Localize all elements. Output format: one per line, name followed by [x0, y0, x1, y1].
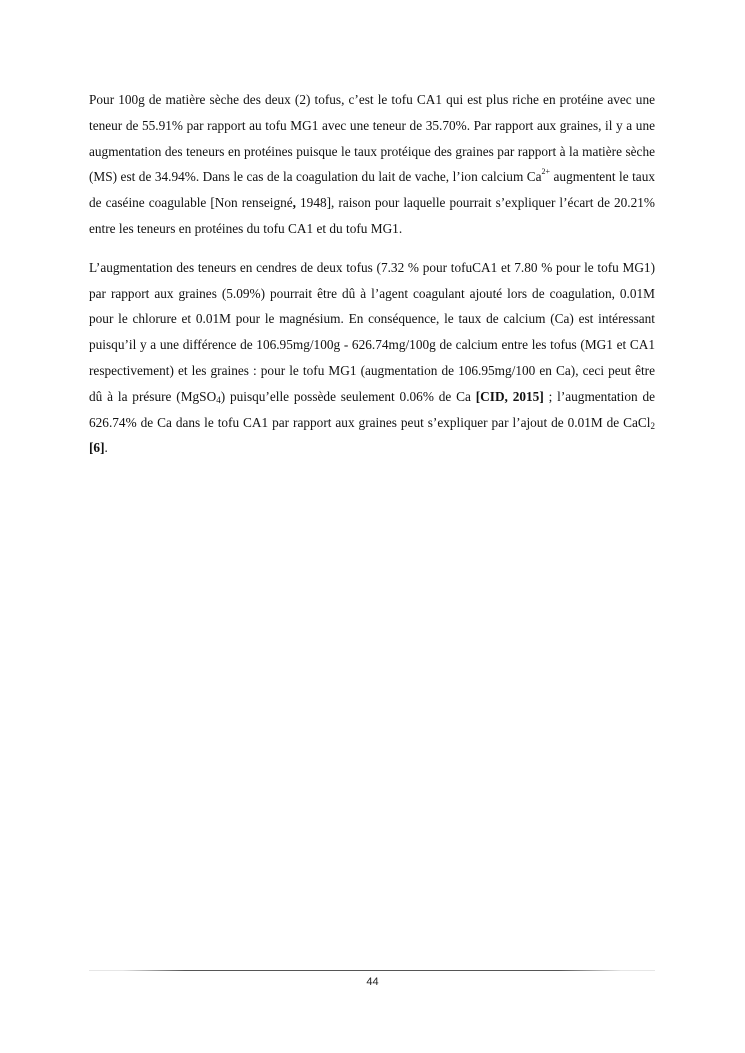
citation-comma: ,	[292, 195, 296, 211]
calcium-charge-superscript: 2+	[541, 167, 551, 177]
paragraph-protein	[89, 87, 655, 242]
paragraph-protein-text-2: augmentent le taux de caséine coagulable [Non renseigné	[89, 169, 655, 211]
paragraph-ash-text-5: .	[104, 440, 108, 456]
citation-ref-6: [6]	[89, 440, 105, 456]
paragraph-protein-text-3: 1948], raison pour laquelle pourrait s’expliquer l’écart de 20.21% entre les teneurs en protéines du tofu CA1 et du tofu MG1.	[89, 195, 655, 236]
footer-divider	[89, 970, 655, 971]
citation-cid-2015: [CID, 2015]	[475, 388, 544, 404]
paragraph-protein-text-1: Pour 100g de matière sèche des deux (2) tofus, c’est le tofu CA1 qui est plus riche en protéine avec une teneur de 55.91% par rapport au tofu MG1 avec une teneur de 35.70%. Par rapport aux graines, il y a une augmentation des teneurs en protéines puisque le taux protéique des graines par rapport à la matière sèche (MS) est de 34.94%. Dans le cas de la coagulation du lait de vache, l’ion calcium Ca	[89, 92, 655, 185]
paragraph-ash-text-3: ; l’augmentation de 626.74% de Ca dans le tofu CA1 par rapport aux graines peut s’expliquer par l’ajout de 0.01M de CaCl	[89, 388, 656, 430]
body-text	[89, 87, 655, 474]
page-number: 44	[366, 976, 379, 988]
cacl2-subscript: 2	[650, 420, 655, 431]
paragraph-ash-calcium	[89, 255, 655, 461]
mgso4-subscript: 4	[216, 394, 221, 405]
paragraph-ash-text-1: L’augmentation des teneurs en cendres de deux tofus (7.32 % pour tofuCA1 et 7.80 % pour le tofu MG1) par rapport aux graines (5.09%) pourrait être dû à l’agent coagulant ajouté lors de coagulation, 0.01M pour le chlorure et 0.01M pour le magnésium. En conséquence, le taux de calcium (Ca) est intéressant puisqu’il y a une différence de 106.95mg/100g - 626.74mg/100g de calcium entre les tofus (MG1 et CA1 respectivement) et les graines : pour le tofu MG1 (augmentation de 106.95mg/100 en Ca), ceci peut être dû à la présure (MgSO	[89, 259, 655, 404]
paragraph-ash-text-2: ) puisqu’elle possède seulement 0.06% de Ca	[220, 388, 476, 404]
